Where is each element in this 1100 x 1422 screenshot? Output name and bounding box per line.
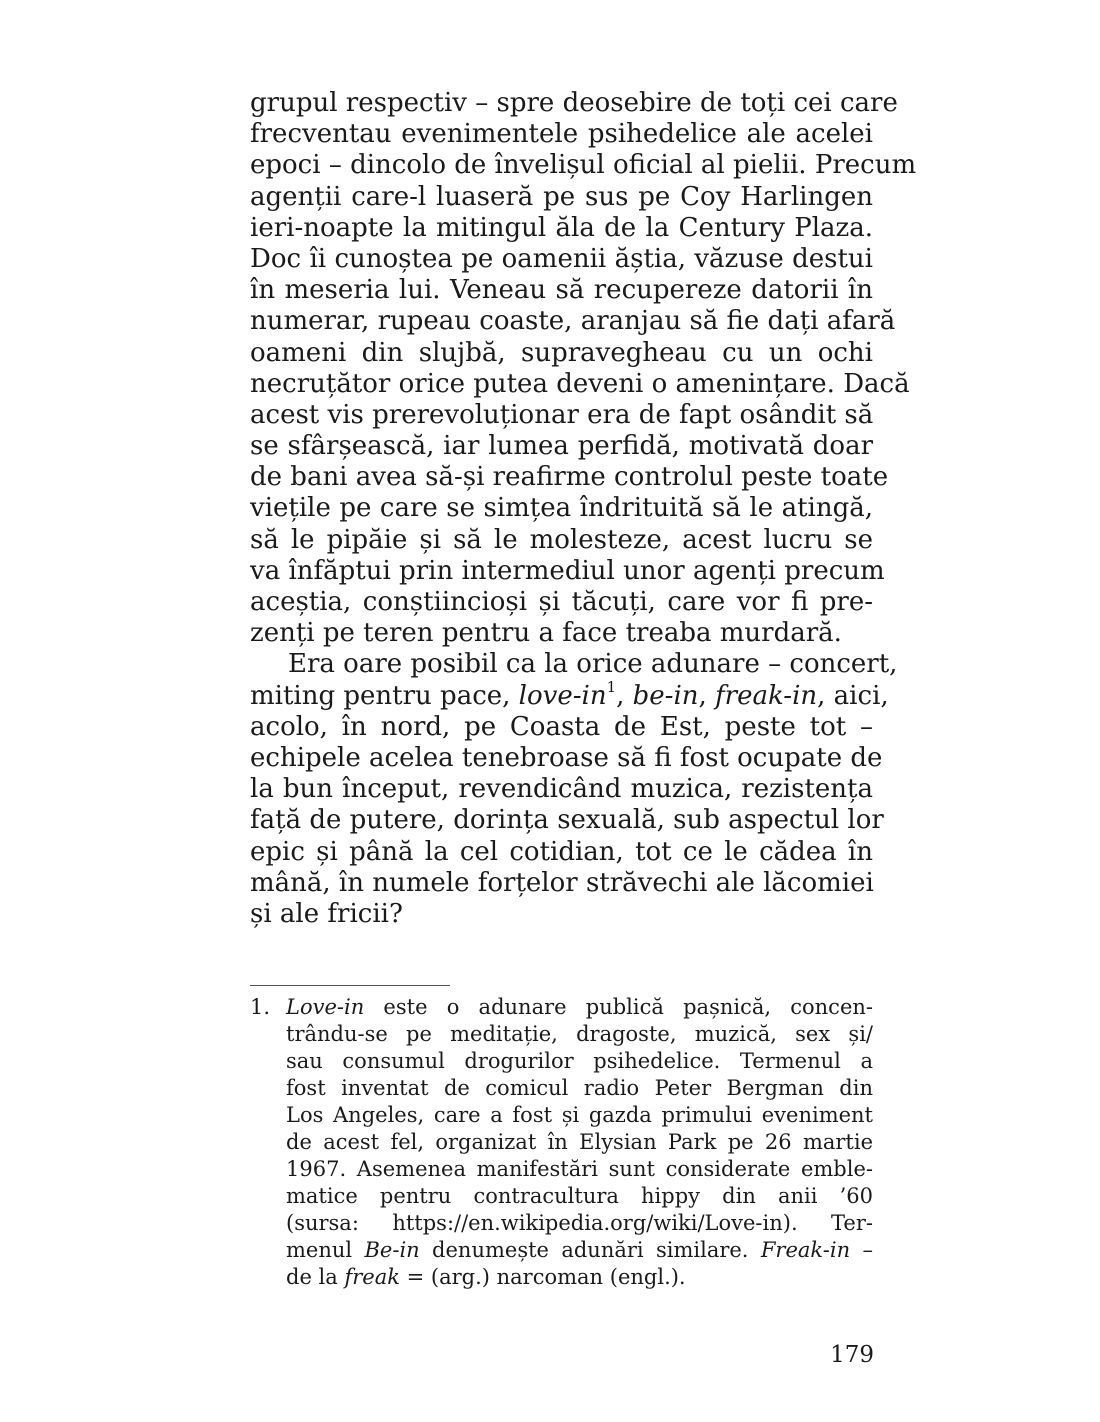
text-line-with-footnote-ref <box>250 677 889 712</box>
footnote-line <box>250 1264 873 1291</box>
footnote-ref[interactable]: 1 <box>606 677 617 696</box>
footnote-line: de acest fel, organizat în Elysian Park pe 26 martie <box>286 1130 873 1154</box>
text-run: – <box>850 1238 873 1262</box>
text-line: să le pipăie și să le molesteze, acest lucru se <box>250 524 873 555</box>
text-run: , <box>616 680 633 711</box>
text-line: zenți pe teren pentru a face treaba murdară. <box>250 618 842 649</box>
text-line: acolo, în nord, pe Coasta de Est, peste tot – <box>250 711 873 742</box>
footnote <box>250 994 873 1291</box>
italic-term: Be-in <box>364 1238 420 1262</box>
text-run: este o adunare publică pașnică, concen- <box>364 995 873 1019</box>
text-line: în meseria lui. Veneau să recupereze datorii în <box>250 275 873 306</box>
page-number: 179 <box>830 1342 874 1368</box>
text-line: față de putere, dorința sexuală, sub aspectul lor <box>250 805 884 836</box>
text-line: se sfârșească, iar lumea perfidă, motivată doar <box>250 431 873 462</box>
text-run: menul <box>286 1238 365 1262</box>
text-run: denumește adunări similare. <box>419 1238 761 1262</box>
text-line: la bun început, revendicând muzica, rezistența <box>250 774 873 805</box>
footnote-number: 1. <box>250 995 271 1019</box>
text-run: miting pentru pace, <box>250 680 519 711</box>
text-line: de bani avea să-și reafirme controlul peste toate <box>250 462 889 493</box>
italic-term: freak <box>344 1265 400 1289</box>
italic-term: be-in <box>632 680 699 711</box>
body-text <box>250 88 917 930</box>
footnote-line: matice pentru contracultura hippy din anii ’60 <box>286 1184 873 1208</box>
text-run: de la <box>286 1265 345 1289</box>
text-line: grupul respectiv – spre deosebire de toți cei care <box>250 88 898 118</box>
footnote-line <box>250 994 873 1021</box>
text-run: , <box>698 680 716 711</box>
text-line: și ale fricii? <box>250 898 403 929</box>
text-line: acest vis prerevoluționar era de fapt osândit să <box>250 399 874 430</box>
italic-term: freak-in <box>715 680 818 711</box>
text-line: Era oare posibil ca la orice adunare – concert, <box>288 649 898 680</box>
text-run: , aici, <box>817 680 889 711</box>
text-line: necruțător orice putea deveni o amenințare. Dacă <box>250 368 910 399</box>
footnote-line: (sursa: https://en.wikipedia.org/wiki/Love-in). Ter- <box>286 1211 873 1235</box>
text-line: frecventau evenimentele psihedelice ale acelei <box>250 119 873 150</box>
text-line: va înfăptui prin intermediul unor agenți precum <box>250 555 885 586</box>
italic-term: Love-in <box>286 995 365 1019</box>
text-line: numerar, rupeau coaste, aranjau să fie dați afară <box>250 306 896 337</box>
text-line: epoci – dincolo de învelișul oficial al pielii. Precum <box>250 150 917 181</box>
text-line: mână, în numele forțelor străvechi ale lăcomiei <box>250 867 874 898</box>
text-line: ieri-noapte la mitingul ăla de la Century Plaza. <box>250 212 873 243</box>
footnote-line: fost inventat de comicul radio Peter Bergman din <box>286 1076 873 1100</box>
italic-term: Freak-in <box>760 1238 851 1262</box>
footnote-line: trându-se pe meditație, dragoste, muzică, sex și/ <box>286 1022 873 1046</box>
footnote-line: sau consumul drogurilor psihedelice. Termenul a <box>286 1049 873 1073</box>
footnote-line: 1967. Asemenea manifestări sunt considerate emble- <box>286 1157 873 1181</box>
text-line: viețile pe care se simțea îndrituită să le atingă, <box>250 493 873 524</box>
text-line: oameni din slujbă, supravegheau cu un ochi <box>250 337 873 368</box>
footnote-line: Los Angeles, care a fost și gazda primului eveniment <box>286 1103 873 1127</box>
italic-term: love-in <box>518 680 607 711</box>
text-line: Doc îi cunoștea pe oamenii ăștia, văzuse destui <box>250 243 873 274</box>
text-line: agenții care-l luaseră pe sus pe Coy Harlingen <box>250 181 873 212</box>
text-run: = (arg.) narcoman (engl.). <box>399 1265 686 1289</box>
footnote-separator <box>250 985 450 986</box>
text-line: epic și până la cel cotidian, tot ce le cădea în <box>250 836 873 867</box>
text-line: aceștia, conștiincioși și tăcuți, care vor fi pre- <box>250 587 873 617</box>
footnote-line <box>250 1237 873 1264</box>
text-line: echipele acelea tenebroase să fi fost ocupate de <box>250 742 883 773</box>
